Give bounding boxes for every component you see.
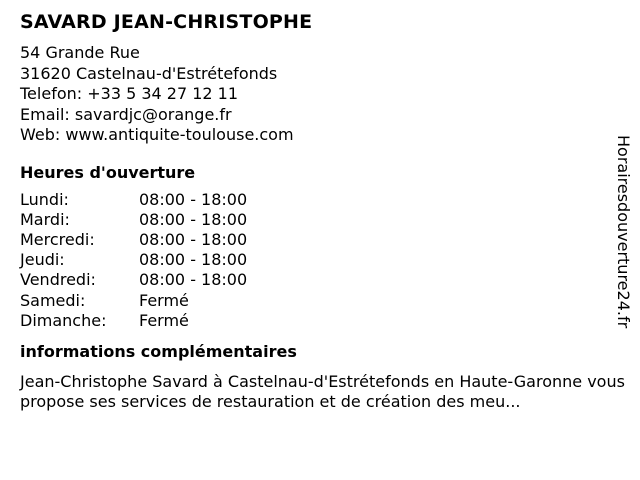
hours-row-sunday xyxy=(20,311,626,331)
day-label: Mercredi: xyxy=(20,229,95,249)
email-address[interactable]: Email: savardjc@orange.fr xyxy=(20,104,232,124)
hours-row-saturday xyxy=(20,291,626,311)
day-label: Lundi: xyxy=(20,189,69,209)
hours-table xyxy=(20,190,626,331)
day-label: Samedi: xyxy=(20,290,86,310)
time-value: 08:00 - 18:00 xyxy=(139,270,248,290)
hours-row-thursday xyxy=(20,250,626,270)
time-value: 08:00 - 18:00 xyxy=(139,189,248,209)
info-description: Jean-Christophe Savard à Castelnau-d'Estrétefonds en Haute-Garonne vous propose ses services de restauration et de création des meu... xyxy=(20,371,625,412)
time-value: Fermé xyxy=(139,290,189,310)
info-heading: informations complémentaires xyxy=(20,341,297,361)
time-value: 08:00 - 18:00 xyxy=(139,229,248,249)
hours-row-wednesday xyxy=(20,230,626,250)
day-label: Dimanche: xyxy=(20,310,107,330)
city-address: 31620 Castelnau-d'Estrétefonds xyxy=(20,63,278,83)
day-label: Vendredi: xyxy=(20,270,96,290)
hours-row-tuesday xyxy=(20,210,626,230)
time-value: Fermé xyxy=(139,310,189,330)
time-value: 08:00 - 18:00 xyxy=(139,209,248,229)
hours-row-monday xyxy=(20,190,626,210)
business-name: SAVARD JEAN-CHRISTOPHE xyxy=(20,11,313,33)
hours-heading: Heures d'ouverture xyxy=(20,162,196,182)
street-address: 54 Grande Rue xyxy=(20,43,140,62)
day-label: Mardi: xyxy=(20,209,70,229)
time-value: 08:00 - 18:00 xyxy=(139,250,248,270)
business-card xyxy=(20,10,626,413)
website-link[interactable]: Web: www.antiquite-toulouse.com xyxy=(20,125,294,144)
phone-number[interactable]: Telefon: +33 5 34 27 12 11 xyxy=(20,84,239,103)
watermark-text: Horairesdouverture24.fr xyxy=(614,135,633,329)
contact-block xyxy=(20,43,626,146)
day-label: Jeudi: xyxy=(20,250,65,270)
hours-row-friday xyxy=(20,270,626,290)
